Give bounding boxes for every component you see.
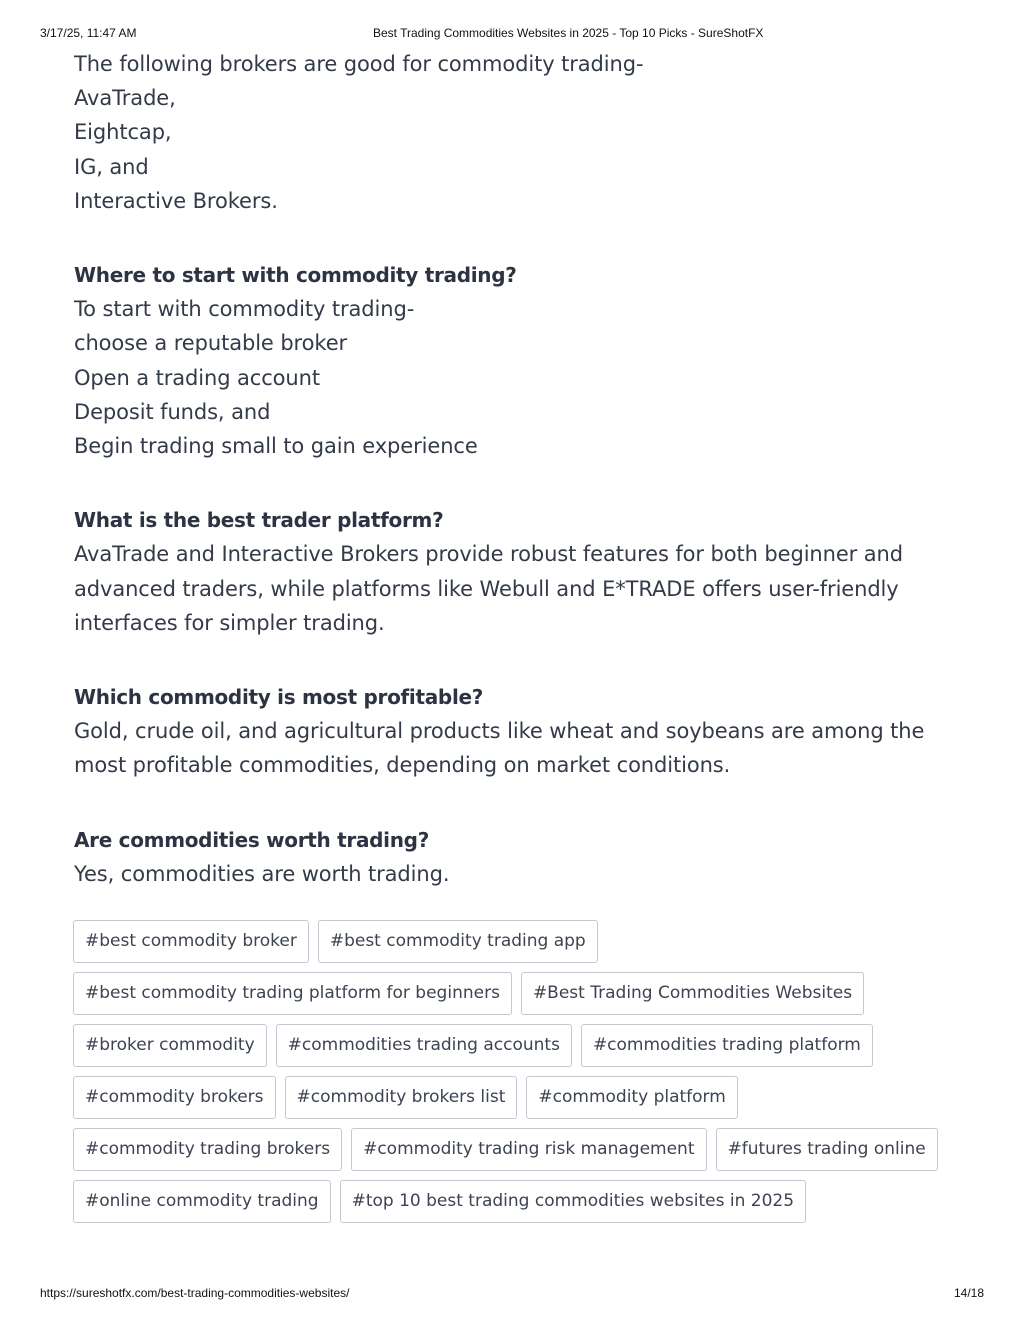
faq-question: What is the best trader platform? [74, 508, 444, 533]
print-datetime: 3/17/25, 11:47 AM [40, 26, 137, 40]
intro-list [74, 47, 954, 218]
tag-row [73, 920, 953, 963]
tag-link[interactable]: #commodities trading platform [581, 1024, 873, 1067]
intro-line: The following brokers are good for commodity trading- [74, 52, 644, 76]
faq-item [74, 503, 954, 640]
faq-answer-line: interfaces for simpler trading. [74, 610, 385, 635]
tag-row [73, 1180, 953, 1223]
tag-link[interactable]: #best commodity trading app [318, 920, 598, 963]
print-header [40, 26, 984, 40]
print-page-number: 14/18 [953, 1286, 984, 1300]
faq-answer-line: most profitable commodities, depending on market conditions. [74, 753, 731, 778]
faq-question: Which commodity is most profitable? [74, 685, 484, 710]
intro-line: IG, and [74, 154, 149, 179]
tag-link[interactable]: #commodity trading risk management [351, 1128, 706, 1171]
faq-answer-line: choose a reputable broker [74, 331, 348, 356]
faq-answer-line: AvaTrade and Interactive Brokers provide robust features for both beginner and [74, 542, 903, 567]
tag-link[interactable]: #best commodity trading platform for beginners [73, 972, 512, 1015]
tag-list [73, 920, 953, 1232]
tag-link[interactable]: #commodities trading accounts [276, 1024, 572, 1067]
faq-item [74, 680, 954, 783]
faq-item [74, 823, 954, 891]
tag-row [73, 1076, 953, 1119]
faq-question: Are commodities worth trading? [74, 827, 429, 852]
print-footer [40, 1286, 984, 1300]
tag-link[interactable]: #best commodity broker [73, 920, 309, 963]
tag-row [73, 1128, 953, 1171]
tag-row [73, 1024, 953, 1067]
print-page-title: Best Trading Commodities Websites in 2025 - Top 10 Picks - SureShotFX [373, 26, 764, 40]
faq-answer-line: Open a trading account [74, 365, 320, 390]
article-content [74, 47, 954, 891]
faq-question: Where to start with commodity trading? [74, 263, 517, 288]
tag-link[interactable]: #top 10 best trading commodities websites in 2025 [340, 1180, 806, 1223]
faq-answer-line: Yes, commodities are worth trading. [74, 861, 450, 886]
intro-line: Interactive Brokers. [74, 188, 278, 213]
tag-row [73, 972, 953, 1015]
intro-line: Eightcap, [74, 120, 172, 145]
faq-answer-line: Begin trading small to gain experience [74, 434, 478, 459]
tag-link[interactable]: #commodity brokers [73, 1076, 276, 1119]
faq-item [74, 258, 954, 463]
intro-line: AvaTrade, [74, 86, 176, 111]
faq-answer-line: Gold, crude oil, and agricultural products like wheat and soybeans are among the [74, 719, 925, 744]
print-url: https://sureshotfx.com/best-trading-commodities-websites/ [40, 1286, 350, 1300]
tag-link[interactable]: #commodity platform [526, 1076, 737, 1119]
faq-answer-line: Deposit funds, and [74, 399, 271, 424]
faq-answer-line: To start with commodity trading- [74, 297, 415, 322]
tag-link[interactable]: #Best Trading Commodities Websites [521, 972, 864, 1015]
tag-link[interactable]: #broker commodity [73, 1024, 267, 1067]
tag-link[interactable]: #commodity trading brokers [73, 1128, 342, 1171]
tag-link[interactable]: #commodity brokers list [285, 1076, 518, 1119]
tag-link[interactable]: #futures trading online [716, 1128, 938, 1171]
tag-link[interactable]: #online commodity trading [73, 1180, 331, 1223]
faq-answer-line: advanced traders, while platforms like Webull and E*TRADE offers user-friendly [74, 576, 899, 601]
